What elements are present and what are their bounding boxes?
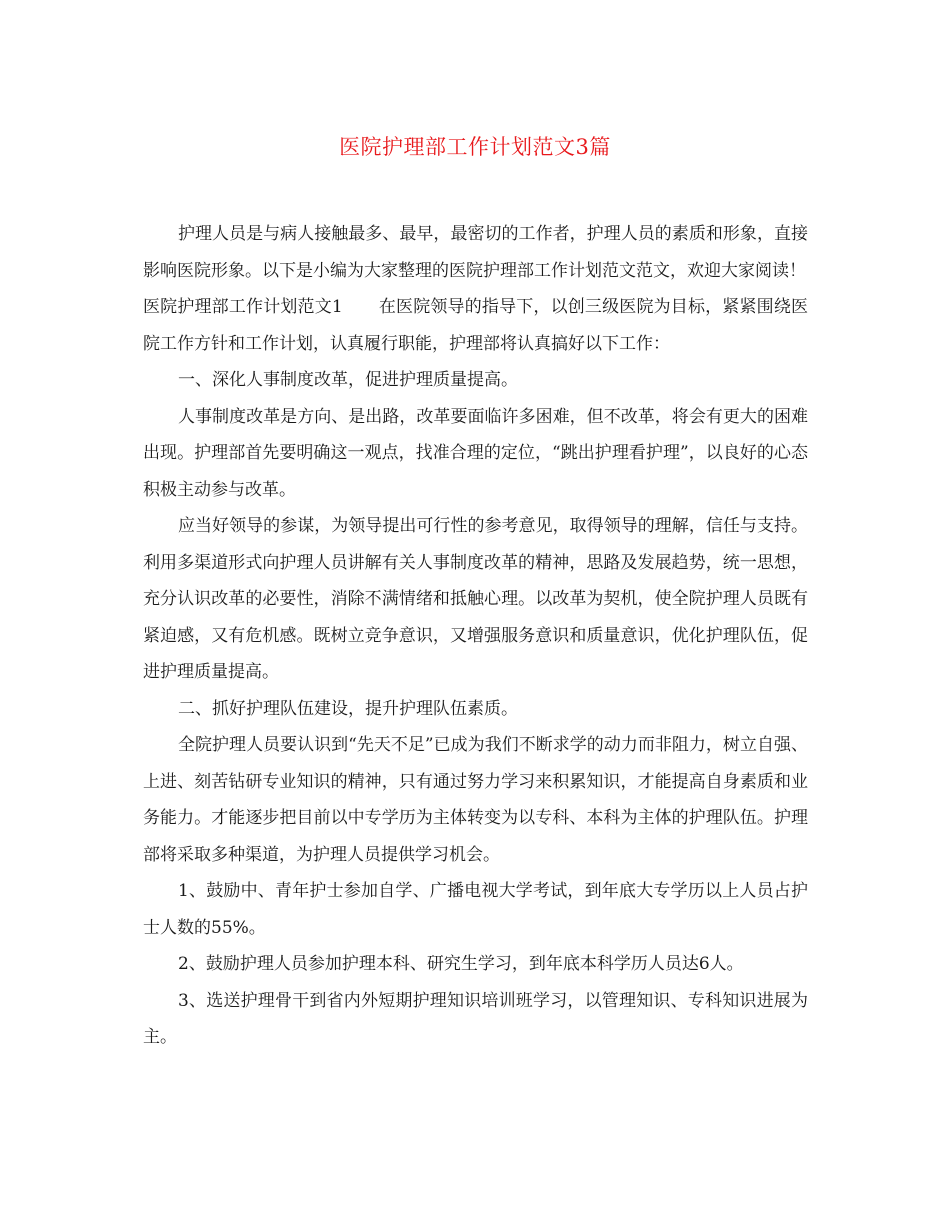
list-item-2: 2、鼓励护理人员参加护理本科、研究生学习，到年底本科学历人员达6人。 [178, 954, 744, 974]
section1-heading: 医院护理部工作计划范文1 [143, 297, 343, 317]
point1-paragraph-2: 应当好领导的参谋，为领导提出可行性的参考意见，取得领导的理解，信任与支持。利用多渠道形式向护理人员讲解有关人事制度改革的精神，思路及发展趋势，统一思想，充分认识改革的必要性，消除不满情绪和抵触心理。以改革为契机，使全院护理人员既有紧迫感，又有危机感。既树立竞争意识，又增强服务意识和质量意识，优化护理队伍，促进护理质量提高。 [143, 516, 808, 682]
point2-heading: 二、抓好护理队伍建设，提升护理队伍素质。 [178, 698, 518, 719]
list-item-1: 1、鼓励中、青年护士参加自学、广播电视大学考试，到年底大专学历以上人员占护士人数的55%。 [143, 881, 808, 938]
intro-paragraph: 护理人员是与病人接触最多、最早，最密切的工作者，护理人员的素质和形象，直接影响医院形象。以下是小编为大家整理的医院护理部工作计划范文范文，欢迎大家阅读！ [143, 224, 808, 281]
section1-lead: 在医院领导的指导下，以创三级医院为目标，紧紧围绕医院工作方针和工作计划，认真履行职能，护理部将认真搞好以下工作： [143, 297, 808, 354]
section1-paragraph [143, 289, 808, 362]
point1-heading: 一、深化人事制度改革，促进护理质量提高。 [178, 370, 518, 390]
document-body [143, 216, 808, 1056]
point2-paragraph-1: 全院护理人员要认识到“先天不足”已成为我们不断求学的动力而非阻力，树立自强、上进、刻苦钻研专业知识的精神，只有通过努力学习来积累知识，才能提高自身素质和业务能力。才能逐步把目前以中专学历为主体转变为以专科、本科为主体的护理队伍。护理部将采取多种渠道，为护理人员提供学习机会。 [143, 735, 808, 865]
point1-paragraph-1: 人事制度改革是方向、是出路，改革要面临许多困难，但不改革，将会有更大的困难出现。护理部首先要明确这一观点，找准合理的定位，“跳出护理看护理”，以良好的心态积极主动参与改革。 [143, 406, 808, 500]
document-title: 医院护理部工作计划范文3篇 [339, 135, 611, 159]
list-item-3: 3、选送护理骨干到省内外短期护理知识培训班学习，以管理知识、专科知识进展为主。 [143, 990, 808, 1047]
